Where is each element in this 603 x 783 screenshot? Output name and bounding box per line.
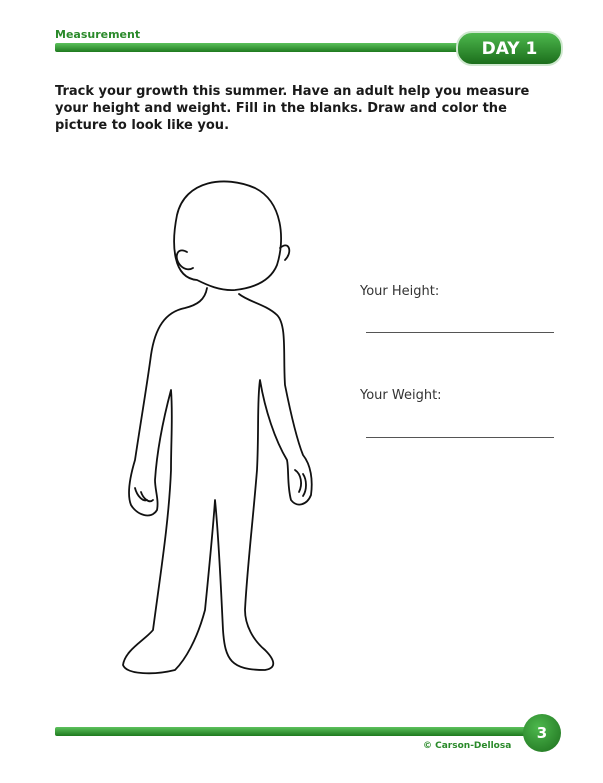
head-outline: [174, 181, 281, 290]
height-label: Your Height:: [360, 284, 440, 299]
weight-label: Your Weight:: [360, 388, 442, 403]
right-ear-outline: [280, 245, 289, 260]
section-title: Measurement: [55, 28, 141, 41]
weight-input-line[interactable]: [366, 437, 554, 438]
copyright-text: © Carson-Dellosa: [423, 741, 512, 751]
day-badge: DAY 1: [456, 31, 563, 66]
torso-outline: [123, 288, 312, 673]
height-input-line[interactable]: [366, 332, 554, 333]
instructions-text: Track your growth this summer. Have an adult help you measure your height and weight. Fill in the blanks. Draw and color the picture to look like you.: [55, 84, 530, 133]
body-outline-drawing[interactable]: [115, 170, 330, 690]
header-rule: [55, 43, 475, 52]
right-hand-fingers: [295, 470, 306, 496]
left-hand-fingers: [135, 488, 153, 501]
page-number: 3: [523, 714, 561, 752]
footer-rule: [55, 727, 535, 736]
